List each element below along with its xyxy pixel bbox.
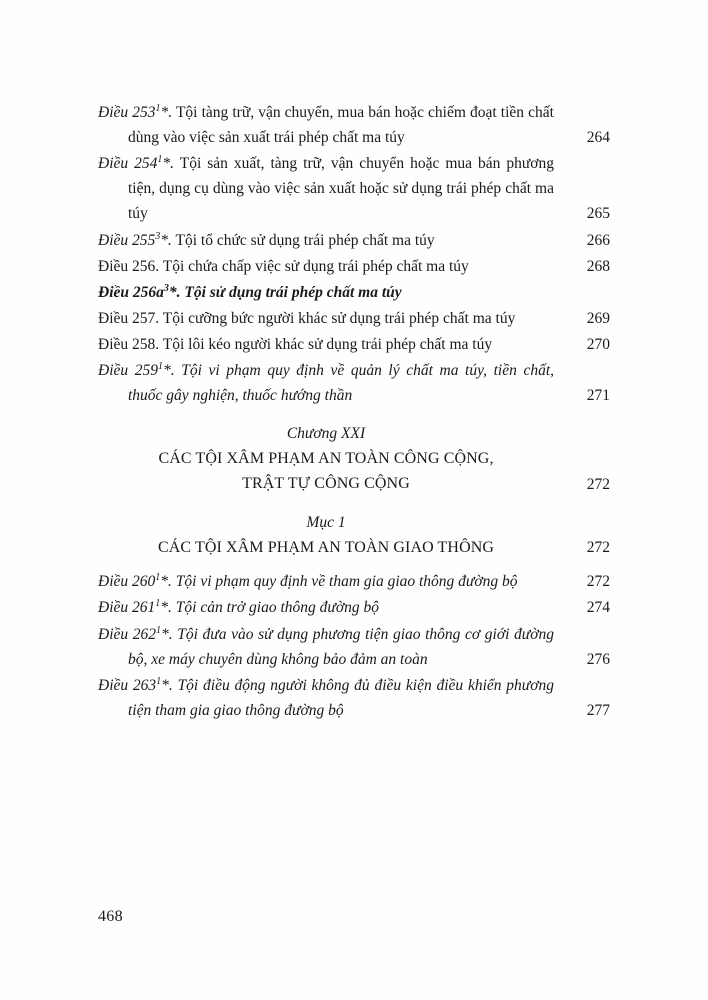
toc-entry-title: Tội sử dụng trái phép chất ma túy bbox=[184, 283, 402, 301]
section-heading-row bbox=[98, 511, 610, 561]
toc-entry-text bbox=[98, 595, 564, 620]
toc-entry-label: Điều 258. bbox=[98, 335, 160, 353]
toc-entry-title: Tội đưa vào sử dụng phương tiện giao thông cơ giới đường bộ, xe máy chuyên dùng không bảo đảm an toàn bbox=[128, 625, 555, 668]
section-heading bbox=[98, 511, 610, 561]
toc-entry-text bbox=[98, 228, 564, 253]
toc-entry-text bbox=[98, 358, 564, 408]
toc-entry-star: *. bbox=[160, 599, 172, 617]
toc-entry-label: Điều 254 bbox=[98, 155, 158, 173]
toc-entry[interactable] bbox=[98, 254, 610, 279]
toc-entry-text bbox=[98, 151, 564, 226]
toc-entry-page: 266 bbox=[586, 231, 610, 249]
toc-entry-title: Tội sản xuất, tàng trữ, vận chuyển hoặc mua bán phương tiện, dụng cụ dùng vào việc sản xuất hoặc sử dụng trái phép chất ma túy bbox=[128, 155, 554, 223]
toc-entry[interactable] bbox=[98, 280, 610, 305]
toc-entry-page: 277 bbox=[586, 701, 610, 719]
toc-entry[interactable] bbox=[98, 151, 610, 226]
section-number: Mục 1 bbox=[306, 513, 346, 531]
toc-entry-title: Tội chứa chấp việc sử dụng trái phép chất ma túy bbox=[162, 257, 469, 275]
toc-entry-label: Điều 263 bbox=[98, 676, 157, 694]
toc-entry-text bbox=[98, 622, 564, 672]
toc-entry-title: Tội vi phạm quy định về quản lý chất ma túy, tiền chất, thuốc gây nghiện, thuốc hướng thần bbox=[128, 362, 555, 405]
page-folio: 468 bbox=[98, 908, 123, 925]
section-heading-main bbox=[98, 511, 564, 561]
toc-entry-text bbox=[98, 254, 564, 279]
toc-entry-title: Tội điều động người không đủ điều kiện điều khiển phương tiện tham gia giao thông đường bộ bbox=[128, 676, 554, 719]
toc-entry-text bbox=[98, 673, 564, 723]
toc-entry-page: 274 bbox=[586, 599, 610, 617]
toc-entry-star: *. bbox=[168, 283, 181, 301]
chapter-page: 272 bbox=[586, 475, 610, 493]
toc-entry-title: Tội tàng trữ, vận chuyển, mua bán hoặc chiếm đoạt tiền chất dùng vào việc sản xuất trái phép chất ma túy bbox=[128, 104, 554, 147]
toc-entry[interactable] bbox=[98, 228, 610, 253]
toc-entry-star: *. bbox=[160, 231, 172, 249]
toc-entry-label: Điều 262 bbox=[98, 625, 156, 643]
toc-entry-page: 269 bbox=[586, 309, 610, 327]
chapter-heading-row bbox=[98, 422, 610, 496]
toc-entry-superscript: 1 bbox=[155, 102, 161, 114]
toc-entry-star: *. bbox=[162, 362, 175, 380]
toc-entry-text bbox=[98, 332, 564, 357]
toc-entry-label: Điều 253 bbox=[98, 104, 156, 121]
toc-entry-label: Điều 256. bbox=[98, 257, 160, 275]
toc-entry-text bbox=[98, 100, 564, 150]
toc-entry[interactable] bbox=[98, 673, 610, 723]
toc-entry-label: Điều 260 bbox=[98, 573, 156, 591]
toc-entry[interactable] bbox=[98, 569, 610, 594]
chapter-title-line-2: TRẬT TỰ CÔNG CỘNG bbox=[242, 474, 410, 492]
toc-entry-superscript: 1 bbox=[157, 360, 163, 372]
toc-entry-page: 271 bbox=[586, 387, 610, 405]
toc-entry[interactable] bbox=[98, 100, 610, 150]
toc-entry-label: Điều 255 bbox=[98, 231, 156, 249]
toc-content bbox=[98, 100, 610, 724]
toc-entry-star: *. bbox=[160, 104, 173, 121]
toc-entry-label: Điều 261 bbox=[98, 599, 156, 617]
toc-entry-title: Tội cưỡng bức người khác sử dụng trái phép chất ma túy bbox=[162, 309, 516, 327]
chapter-heading bbox=[98, 422, 610, 496]
toc-entry-page: 265 bbox=[586, 205, 610, 223]
toc-entry-page: 276 bbox=[586, 650, 610, 668]
toc-entry-title: Tội tổ chức sử dụng trái phép chất ma túy bbox=[175, 231, 435, 249]
toc-entry[interactable] bbox=[98, 332, 610, 357]
toc-entry-star: *. bbox=[161, 625, 173, 643]
toc-entry-superscript: 3 bbox=[155, 230, 161, 242]
toc-entry-superscript: 3 bbox=[163, 282, 169, 294]
toc-entry-star: *. bbox=[162, 155, 175, 173]
toc-entry-superscript: 1 bbox=[155, 598, 161, 610]
toc-entry-label: Điều 257. bbox=[98, 309, 160, 327]
toc-entry-text bbox=[98, 280, 564, 305]
toc-entry-page: 264 bbox=[586, 129, 610, 147]
toc-entry-star: *. bbox=[160, 573, 172, 591]
toc-entry-page: 268 bbox=[586, 257, 610, 275]
toc-entry-star: *. bbox=[161, 676, 173, 694]
toc-entry[interactable] bbox=[98, 622, 610, 672]
toc-entry-superscript: 1 bbox=[157, 154, 163, 166]
toc-entry-title: Tội vi phạm quy định về tham gia giao thông đường bộ bbox=[175, 573, 518, 591]
toc-entry-superscript: 1 bbox=[156, 675, 162, 687]
toc-entry-page: 272 bbox=[586, 573, 610, 591]
toc-entry-page: 270 bbox=[586, 335, 610, 353]
chapter-number: Chương XXI bbox=[286, 425, 366, 443]
toc-entry[interactable] bbox=[98, 595, 610, 620]
section-title: CÁC TỘI XÂM PHẠM AN TOÀN GIAO THÔNG bbox=[157, 538, 495, 556]
chapter-heading-main bbox=[98, 422, 564, 496]
toc-entry-superscript: 1 bbox=[155, 572, 161, 584]
section-page: 272 bbox=[586, 539, 610, 557]
toc-entry-title: Tội lôi kéo người khác sử dụng trái phép chất ma túy bbox=[162, 335, 493, 353]
toc-entry-label: Điều 259 bbox=[98, 362, 158, 380]
chapter-title-line-1: CÁC TỘI XÂM PHẠM AN TOÀN CÔNG CỘNG, bbox=[158, 450, 494, 468]
toc-entry-text bbox=[98, 306, 564, 331]
toc-entry-label: Điều 256a bbox=[98, 283, 164, 301]
toc-entry-superscript: 1 bbox=[156, 624, 161, 636]
toc-entry-title: Tội cản trở giao thông đường bộ bbox=[175, 599, 380, 617]
toc-entry-text bbox=[98, 569, 564, 594]
toc-entry[interactable] bbox=[98, 306, 610, 331]
toc-entry[interactable] bbox=[98, 358, 610, 408]
